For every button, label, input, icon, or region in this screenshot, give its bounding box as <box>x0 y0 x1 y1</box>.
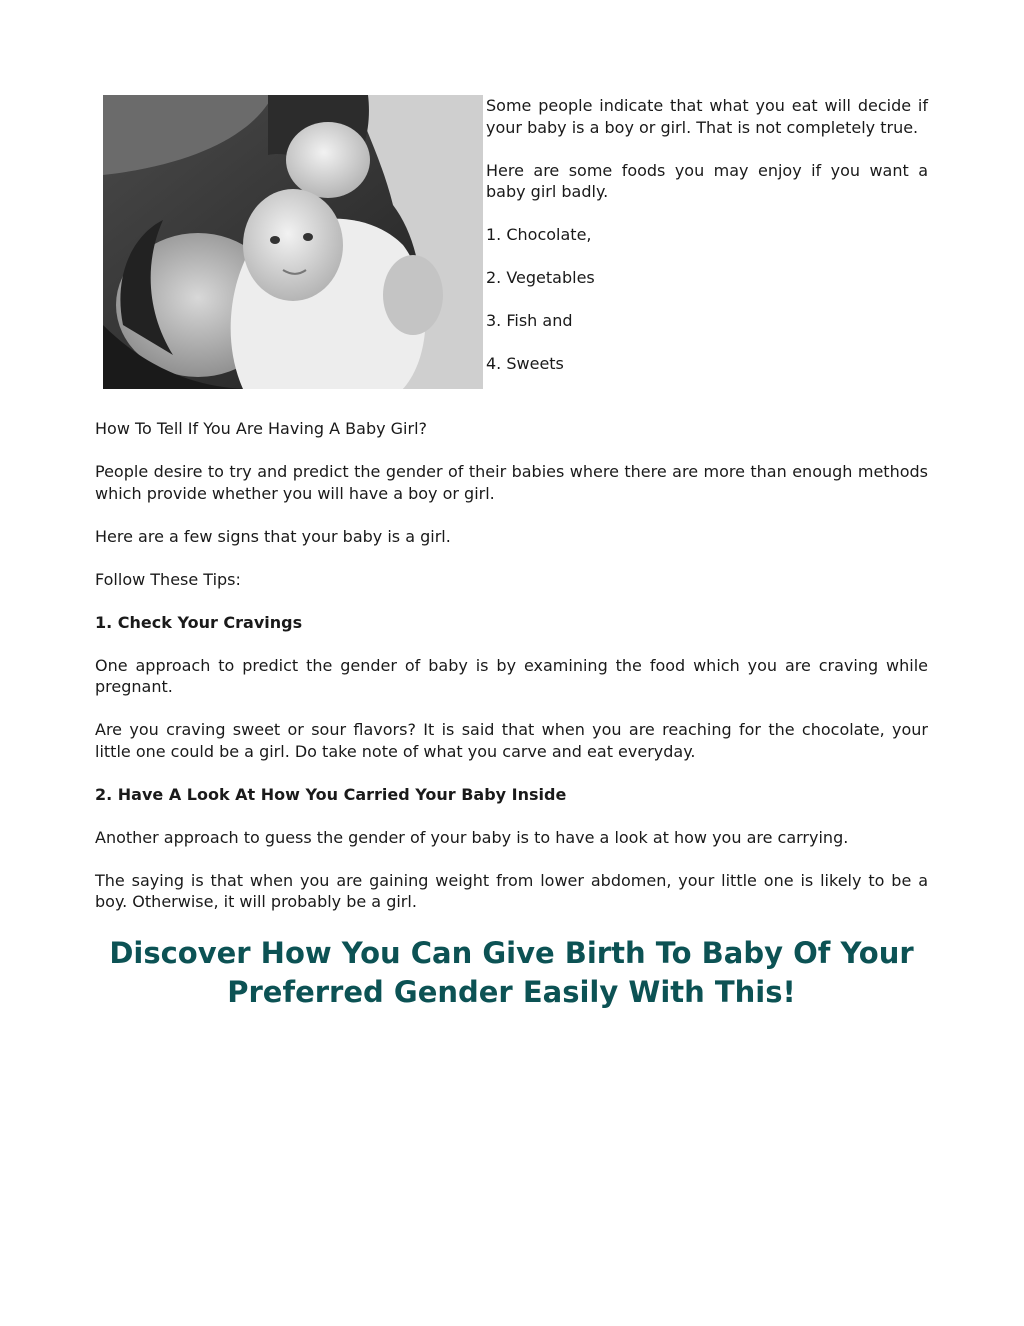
tip-heading: 1. Check Your Cravings <box>95 612 303 632</box>
tip-paragraph: Another approach to guess the gender of your baby is to have a look at how you are carrying. <box>95 827 849 847</box>
food-list-item: 1. Chocolate, <box>486 225 592 244</box>
tip-paragraph: One approach to predict the gender of baby is by examining the food which you are craving while pregnant. <box>95 655 928 696</box>
tips-label: Follow These Tips: <box>95 569 241 589</box>
intro-column <box>486 95 928 396</box>
family-photo <box>103 95 483 389</box>
foods-lead-paragraph: Here are some foods you may enjoy if you want a baby girl badly. <box>486 160 928 201</box>
signs-paragraph: Here are a few signs that your baby is a girl. <box>95 526 451 546</box>
tip-heading: 2. Have A Look At How You Carried Your Baby Inside <box>95 784 567 804</box>
cta-line: Preferred Gender Easily With This! <box>227 975 796 1009</box>
food-list-item: 3. Fish and <box>486 311 573 330</box>
food-list-item: 2. Vegetables <box>486 268 595 287</box>
intro-paragraph: People desire to try and predict the gender of their babies where there are more than enough methods which provide whether you will have a boy or girl. <box>95 462 928 503</box>
intro-paragraph: Some people indicate that what you eat will decide if your baby is a boy or girl. That is not completely true. <box>486 96 928 137</box>
tip-paragraph: The saying is that when you are gaining weight from lower abdomen, your little one is likely to be a boy. Otherwise, it will probably be a girl. <box>95 870 928 911</box>
article-body <box>95 418 928 934</box>
section-question: How To Tell If You Are Having A Baby Girl? <box>95 419 428 438</box>
food-list-item: 4. Sweets <box>486 354 564 373</box>
cta-line: Discover How You Can Give Birth To Baby Of Your <box>109 936 914 970</box>
cta-link[interactable] <box>95 934 928 1012</box>
tip-paragraph: Are you craving sweet or sour flavors? It is said that when you are reaching for the chocolate, your little one could be a girl. Do take note of what you carve and eat everyday. <box>95 720 928 761</box>
